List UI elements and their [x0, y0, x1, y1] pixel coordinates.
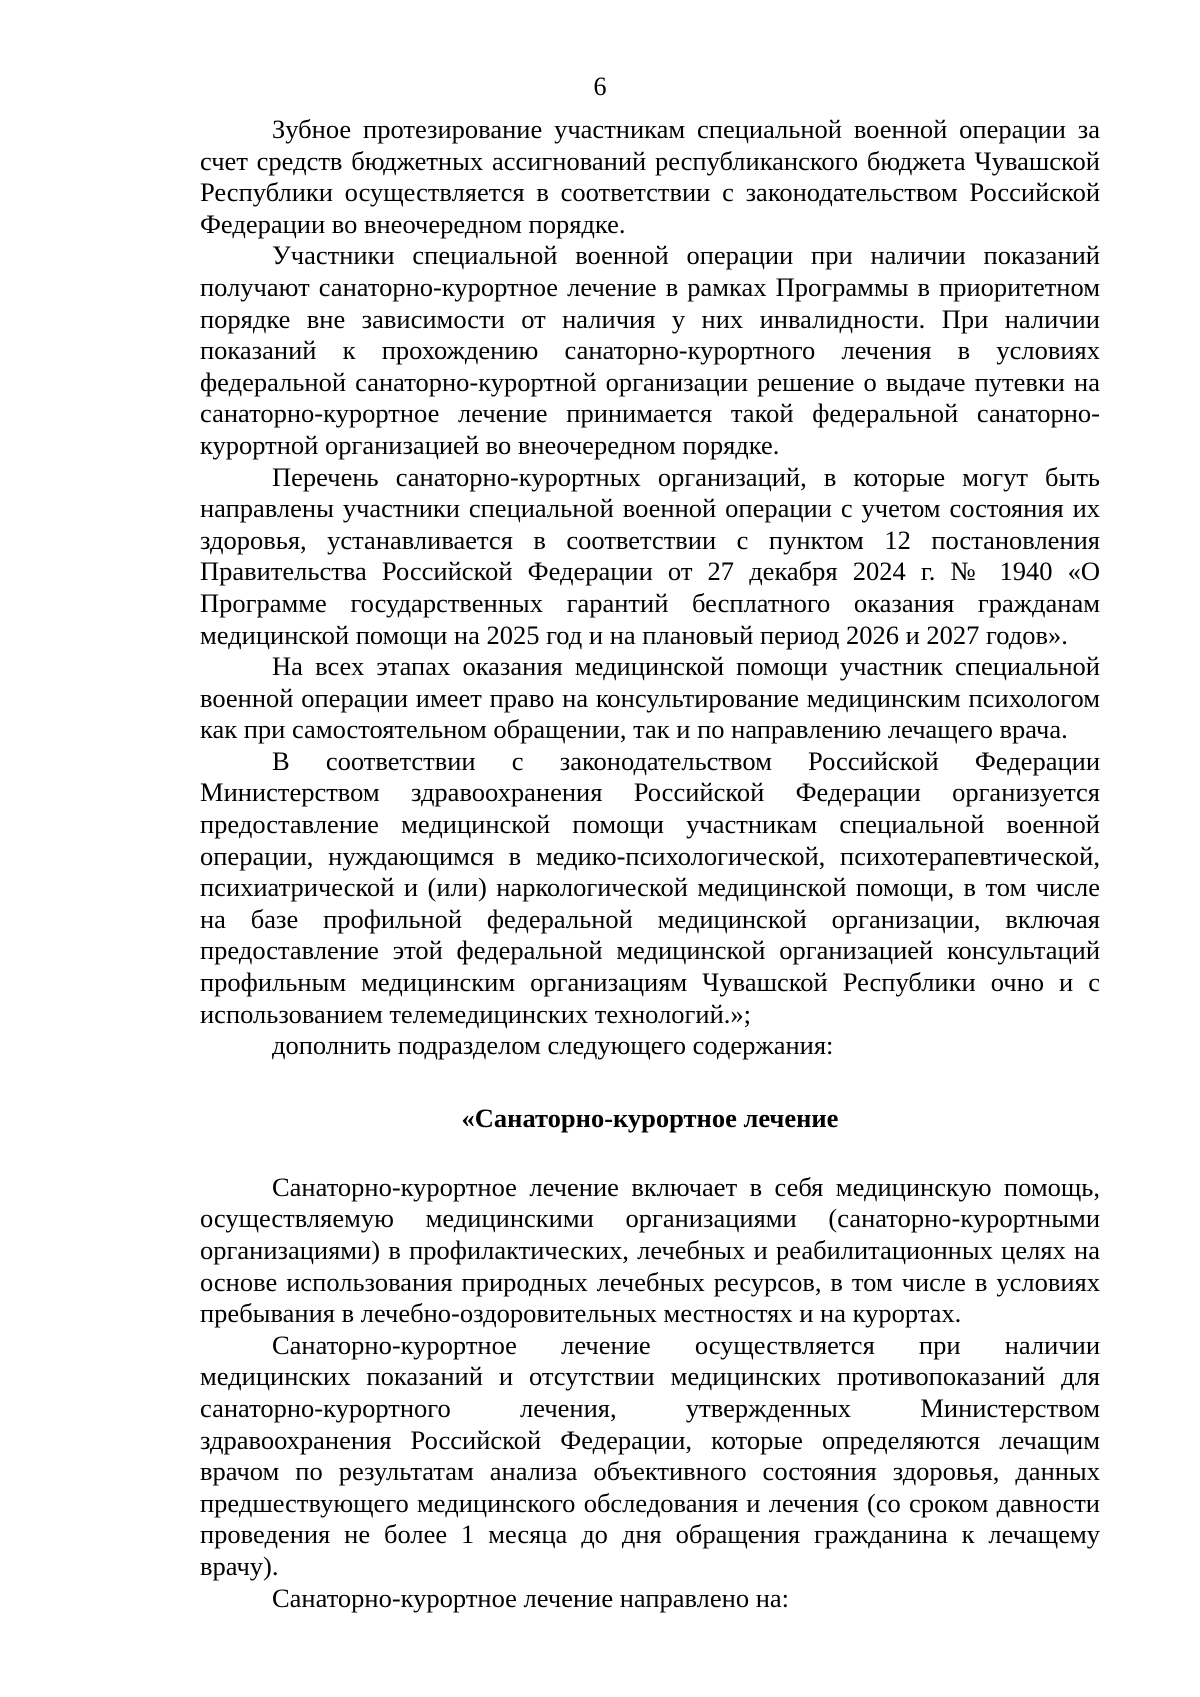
paragraph-sanatorium-list: Перечень санаторно-курортных организаций, в которые могут быть направлены участники специальной военной операции с учетом состояния их здоровья, устанавливается в соответствии с пунктом 12 постановления Правительства Российской Федерации от 27 декабря 2024 г. № 1940 «О Программе государственных гарантий бесплатного оказания гражданам медицинской помощи на 2025 год и на плановый период 2026 и 2027 годов».	[200, 461, 1100, 650]
paragraph-sanatorium-indications: Санаторно-курортное лечение осуществляется при наличии медицинских показаний и отсутствии медицинских противопоказаний для санаторно-курортного лечения, утвержденных Министерством здравоохранения Российской Федерации, которые определяются лечащим врачом по результатам анализа объективного состояния здоровья, данных предшествующего медицинского обследования и лечения (со сроком давности проведения не более 1 месяца до дня обращения гражданина к лечащему врачу).	[200, 1329, 1100, 1581]
paragraph-ministry-care: В соответствии с законодательством Российской Федерации Министерством здравоохранения Российской Федерации организуется предоставление медицинской помощи участникам специальной военной операции, нуждающимся в медико-психологической, психотерапевтической, психиатрической и (или) наркологической медицинской помощи, в том числе на базе профильной федеральной медицинской организации, включая предоставление этой федеральной медицинской организацией консультаций профильным медицинским организациям Чувашской Республики очно и с использованием телемедицинских технологий.»;	[200, 745, 1100, 1029]
paragraph-sanatorium-definition: Санаторно-курортное лечение включает в себя медицинскую помощь, осуществляемую медицинскими организациями (санаторно-курортными организациями) в профилактических, лечебных и реабилитационных целях на основе использования природных лечебных ресурсов, в том числе в условиях пребывания в лечебно-оздоровительных местностях и на курортах.	[200, 1171, 1100, 1329]
paragraph-sanatorium-priority: Участники специальной военной операции при наличии показаний получают санаторно-курортное лечение в рамках Программы в приоритетном порядке вне зависимости от наличия у них инвалидности. При наличии показаний к прохождению санаторно-курортного лечения в условиях федеральной санаторно-курортной организации решение о выдаче путевки на санаторно-курортное лечение принимается такой федеральной санаторно-курортной организацией во внеочередном порядке.	[200, 240, 1100, 460]
paragraph-psychologist-consultation: На всех этапах оказания медицинской помощи участник специальной военной операции имеет право на консультирование медицинским психологом как при самостоятельном обращении, так и по направлению лечащего врача.	[200, 651, 1100, 745]
paragraph-add-subsection: дополнить подразделом следующего содержания:	[272, 1030, 834, 1061]
document-body	[200, 114, 1100, 1614]
paragraph-sanatorium-aims: Санаторно-курортное лечение направлено на:	[272, 1582, 790, 1613]
section-heading: «Санаторно-курортное лечение	[461, 1102, 839, 1133]
page-number: 6	[593, 72, 607, 101]
paragraph-dental-prosthetics: Зубное протезирование участникам специальной военной операции за счет средств бюджетных ассигнований республиканского бюджета Чувашской Республики осуществляется в соответствии с законодательством Российской Федерации во внеочередном порядке.	[200, 114, 1100, 239]
